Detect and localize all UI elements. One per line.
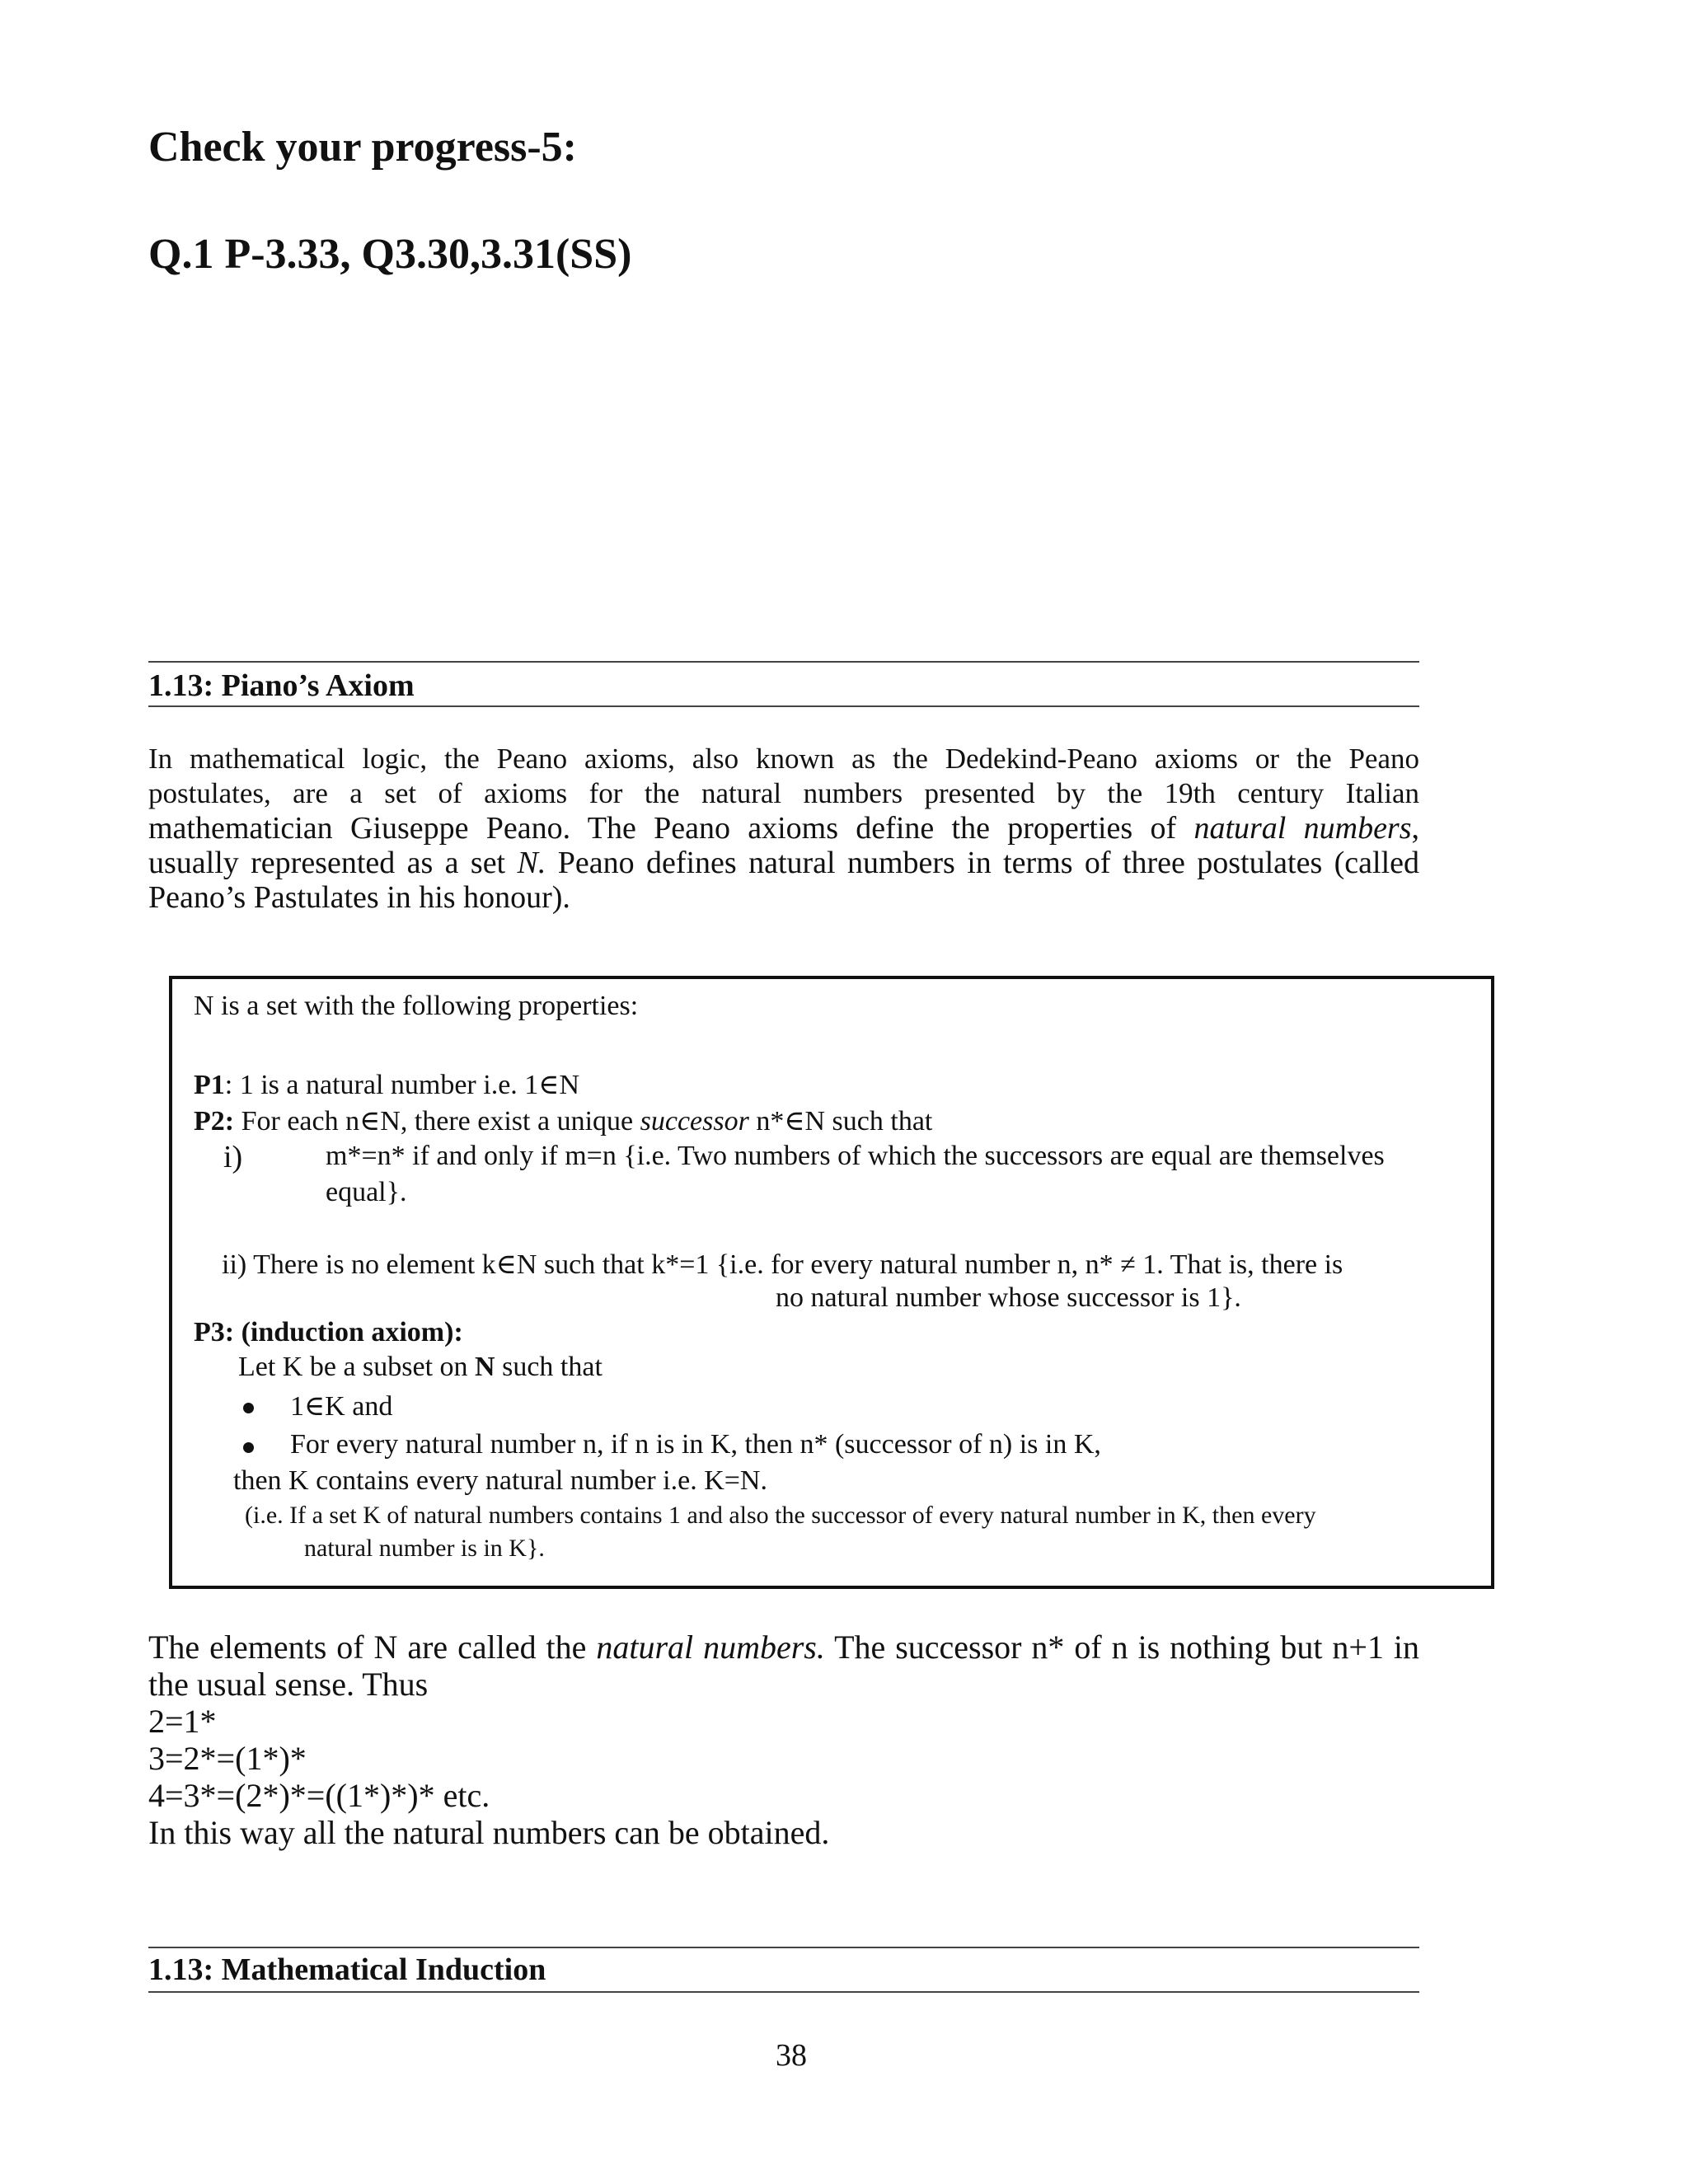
- axiom-p1-label: P1: [194, 1070, 225, 1100]
- axiom-p1: [194, 1068, 579, 1101]
- bullet-icon: [243, 1442, 254, 1453]
- equation-line-2: 3=2*=(1*)*: [148, 1740, 307, 1777]
- intro-line-3-end: ,: [1411, 811, 1420, 846]
- axiom-p2-label: P2:: [194, 1106, 235, 1137]
- section-rule-top: [148, 661, 1419, 663]
- natural-numbers-line-1: [148, 1629, 1419, 1666]
- intro-line-3-text: mathematician Giuseppe Peano. The Peano axioms define the properties of: [148, 811, 1177, 846]
- natural-numbers-conclusion: In this way all the natural numbers can be obtained.: [148, 1814, 830, 1851]
- axiom-p2-i-text: m*=n* if and only if m=n {i.e. Two numbers of which the successors are equal are themselves: [326, 1141, 1385, 1171]
- section-rule-bottom: [148, 705, 1419, 707]
- intro-paragraph: [148, 742, 1419, 915]
- natural-numbers-line-1-text-b: The successor n* of n is nothing but n+1 in: [834, 1629, 1420, 1666]
- section-rule-top: [148, 1947, 1419, 1948]
- section-rule-bottom: [148, 1991, 1419, 1993]
- intro-set-n-italic: N.: [517, 846, 546, 880]
- axiom-p2-ii-text-cont: no natural number whose successor is 1}.: [776, 1282, 1241, 1313]
- intro-natural-numbers-italic: natural numbers: [1193, 811, 1412, 846]
- equation-line-3: 4=3*=(2*)*=((1*)*)* etc.: [148, 1777, 490, 1814]
- section-heading-piano-axiom: 1.13: Piano’s Axiom: [148, 668, 415, 703]
- axiom-p2-text-b: n*∈N such that: [756, 1106, 933, 1137]
- intro-line-3: [148, 811, 1419, 846]
- question-reference: Q.1 P-3.33, Q3.30,3.31(SS): [148, 231, 632, 278]
- axiom-p3-bullet-2: For every natural number n, if n is in K, then n* (successor of n) is in K,: [290, 1429, 1101, 1460]
- intro-line-4: [148, 846, 1419, 880]
- intro-line-4-text-a: usually represented as a set: [148, 846, 506, 880]
- axiom-p2-text-a: For each n∈N, there exist a unique: [241, 1106, 634, 1137]
- intro-line-4-text-b: Peano defines natural numbers in terms of three postulates (called: [557, 846, 1419, 880]
- natural-numbers-line-1-text-a: The elements of N are called the: [148, 1629, 587, 1666]
- axiom-p3-bullet-1: 1∈K and: [290, 1391, 393, 1422]
- axiom-p2: [194, 1104, 932, 1137]
- axiom-p2-i-text-cont: equal}.: [326, 1177, 407, 1207]
- axiom-p3-let-bold-n: N: [475, 1352, 495, 1382]
- natural-numbers-paragraph: [148, 1629, 1419, 1851]
- page-number: 38: [776, 2038, 807, 2073]
- axiom-p2-ii-text: ii) There is no element k∈N such that k*=1 {i.e. for every natural number n, n* ≠ 1. That is, there is: [222, 1249, 1343, 1280]
- section-heading-mathematical-induction: 1.13: Mathematical Induction: [148, 1952, 546, 1987]
- intro-line-5: Peano’s Pastulates in his honour).: [148, 880, 570, 915]
- axiom-p3-note: (i.e. If a set K of natural numbers contains 1 and also the successor of every natural number in K, then every: [245, 1502, 1316, 1529]
- axiom-p3-let: [238, 1352, 603, 1383]
- axiom-box-intro: N is a set with the following properties:: [194, 991, 639, 1021]
- axiom-p3-let-text-b: such that: [502, 1352, 603, 1382]
- axiom-p3-label: P3: (induction axiom):: [194, 1317, 463, 1347]
- axiom-p3-conclusion: then K contains every natural number i.e. K=N.: [233, 1465, 767, 1496]
- intro-line-2: postulates, are a set of axioms for the natural numbers presented by the 19th century Italian: [148, 777, 1419, 809]
- axiom-p1-text: : 1 is a natural number i.e. 1∈N: [224, 1070, 580, 1100]
- natural-numbers-italic: natural numbers.: [596, 1629, 825, 1666]
- axiom-p2-i-label: i): [223, 1140, 243, 1174]
- bullet-icon: [243, 1403, 254, 1413]
- axiom-box: [169, 976, 1494, 1589]
- axiom-p3-let-text-a: Let K be a subset on: [238, 1352, 468, 1382]
- intro-line-1: In mathematical logic, the Peano axioms, also known as the Dedekind-Peano axioms or the Peano: [148, 743, 1419, 775]
- axiom-p3-note-cont: natural number is in K}.: [304, 1535, 545, 1562]
- axiom-p2-successor-italic: successor: [640, 1106, 749, 1137]
- equation-line-1: 2=1*: [148, 1703, 217, 1740]
- natural-numbers-line-2: the usual sense. Thus: [148, 1666, 429, 1703]
- page-title: Check your progress-5:: [148, 124, 577, 171]
